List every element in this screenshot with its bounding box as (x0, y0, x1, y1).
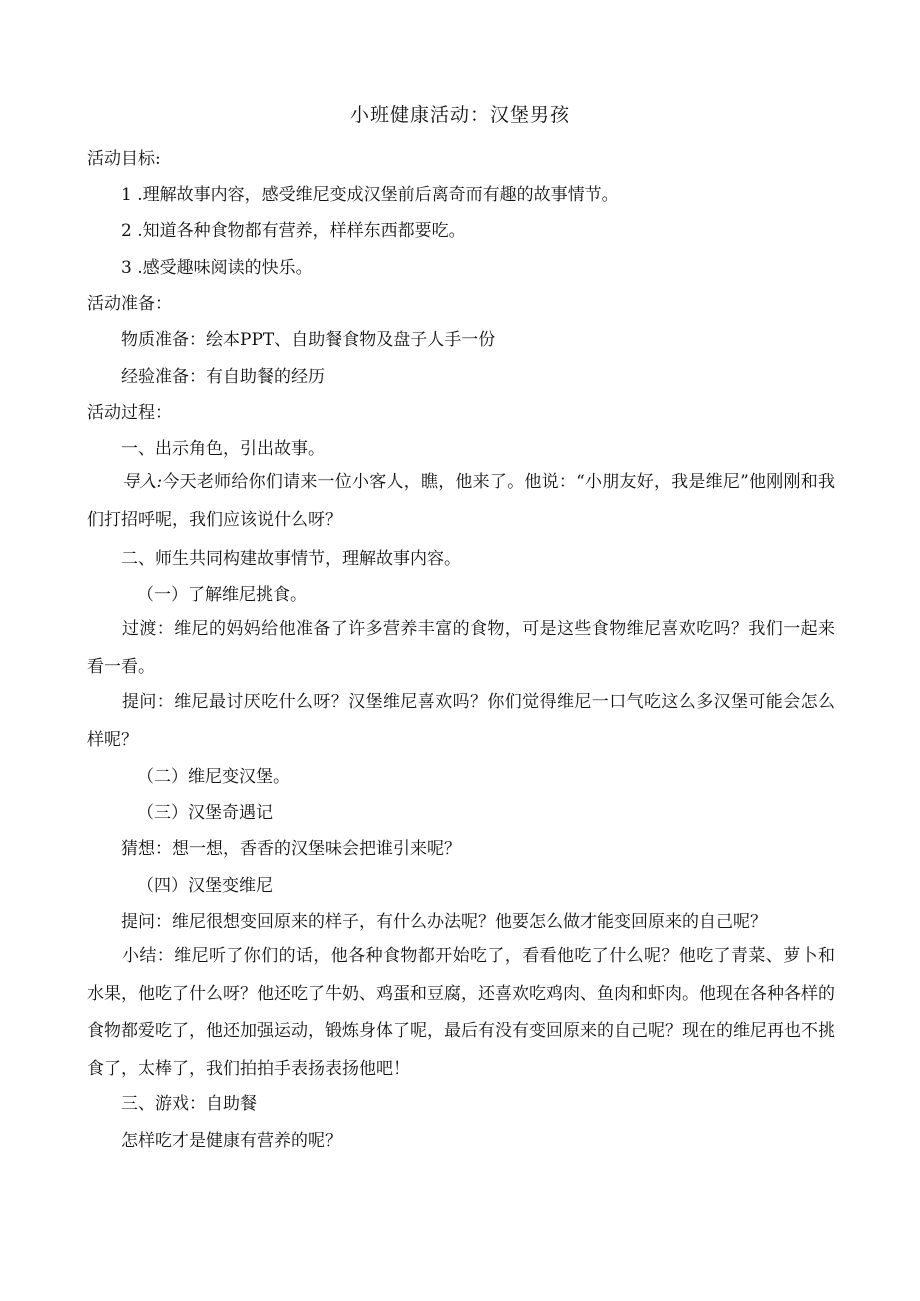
process-heading: 活动过程： (87, 403, 172, 423)
process-step-1: 一、出示角色，引出故事。 (121, 439, 325, 459)
process-step-2: 二、师生共同构建故事情节，理解故事内容。 (121, 549, 461, 569)
goal-item-1: 1 .理解故事内容，感受维尼变成汉堡前后离奇而有趣的故事情节。 (121, 185, 619, 205)
prep-heading: 活动准备： (87, 294, 172, 314)
page-title: 小班健康活动：汉堡男孩 (349, 104, 570, 126)
intro-paragraph (87, 464, 835, 539)
sub-step-3: （三）汉堡奇遇记 (137, 803, 273, 823)
prep-material: 物质准备：绘本PPT、自助餐食物及盘子人手一份 (121, 330, 496, 350)
prep-experience: 经验准备：有自助餐的经历 (121, 367, 325, 387)
sub-step-2: （二）维尼变汉堡。 (137, 767, 290, 787)
intro-lead: 导入: (122, 472, 163, 492)
intro-text: 今天老师给你们请来一位小客人，瞧，他来了。他说：“小朋友好，我是维尼”他刚刚和我们打招呼呢，我们应该说什么呀？ (87, 472, 835, 530)
guess-line: 猜想：想一想，香香的汉堡味会把谁引来呢？ (121, 839, 461, 859)
final-question: 怎样吃才是健康有营养的呢？ (121, 1131, 342, 1151)
goal-item-2: 2 .知道各种食物都有营养，样样东西都要吃。 (121, 221, 466, 241)
question-2-line: 提问：维尼很想变回原来的样子，有什么办法呢？他要怎么做才能变回原来的自己呢？ (121, 912, 767, 932)
sub-step-4: （四）汉堡变维尼 (137, 876, 273, 896)
goals-heading: 活动目标: (87, 149, 161, 169)
process-step-3: 三、游戏：自助餐 (121, 1094, 257, 1114)
summary-paragraph: 小结：维尼听了你们的话，他各种食物都开始吃了，看看他吃了什么呢？他吃了青菜、萝卜和水果，他吃了什么呀？他还吃了牛奶、鸡蛋和豆腐，还喜欢吃鸡肉、鱼肉和虾肉。他现在各种各样的食物都爱吃了，他还加强运动，锻炼身体了呢，最后有没有变回原来的自己呢？现在的维尼再也不挑食了，太棒了，我们拍拍手表扬表扬他吧！ (87, 946, 835, 1079)
goal-item-3: 3 .感受趣味阅读的快乐。 (121, 258, 313, 278)
transition-paragraph: 过渡：维尼的妈妈给他准备了许多营养丰富的食物，可是这些食物维尼喜欢吃吗？我们一起来看一看。 (87, 619, 835, 677)
sub-step-1: （一）了解维尼挑食。 (137, 585, 307, 605)
question-1-paragraph: 提问：维尼最讨厌吃什么呀？汉堡维尼喜欢吗？你们觉得维尼一口气吃这么多汉堡可能会怎么样呢？ (87, 692, 835, 750)
